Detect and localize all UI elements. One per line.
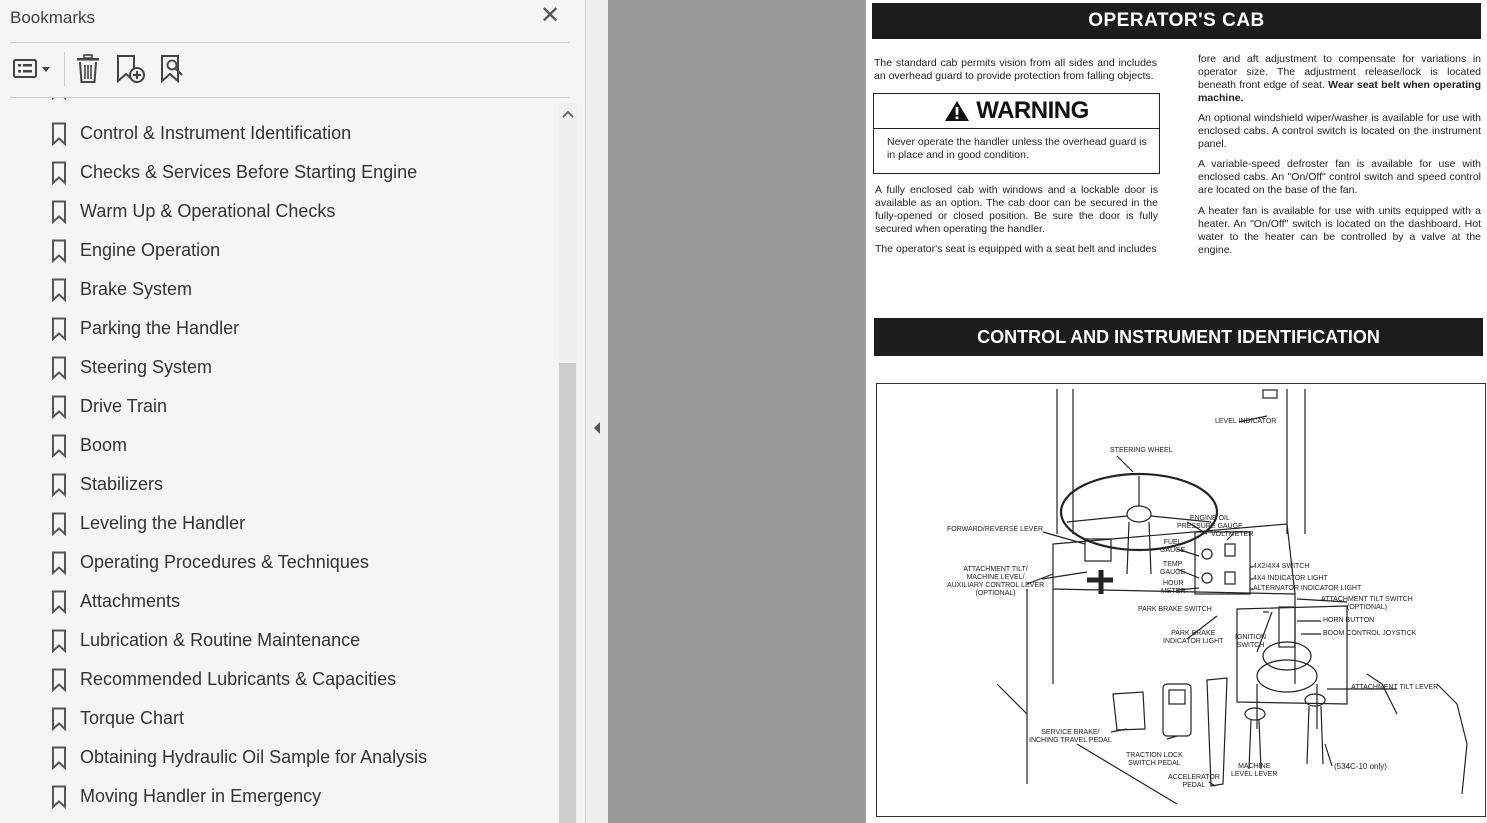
bookmark-icon bbox=[51, 161, 67, 185]
diagram-label: VOLTMETER bbox=[1211, 531, 1254, 538]
bookmark-label: Leveling the Handler bbox=[80, 513, 246, 533]
label-line: GAUGE bbox=[1160, 547, 1186, 554]
bookmark-item[interactable] bbox=[0, 115, 556, 154]
bookmark-icon bbox=[51, 785, 67, 809]
warning-text: Never operate the handler unless the overhead guard is in place and in good condition. bbox=[887, 136, 1147, 161]
collapse-panel-button[interactable] bbox=[591, 419, 603, 437]
find-bookmark-button[interactable] bbox=[155, 50, 191, 88]
bookmark-icon bbox=[51, 434, 67, 458]
bookmark-item[interactable] bbox=[0, 193, 556, 232]
diagram-label bbox=[1160, 561, 1185, 577]
label-line: ATTACHMENT TILT SWITCH bbox=[1321, 596, 1413, 603]
diagram-label bbox=[1231, 763, 1277, 779]
warning-title: WARNING bbox=[976, 97, 1089, 124]
warning-header bbox=[874, 94, 1159, 129]
diagram-label bbox=[1235, 634, 1266, 650]
label-line: MACHINE LEVEL/ bbox=[966, 574, 1025, 581]
options-menu-button[interactable] bbox=[8, 50, 54, 88]
diagram-label: PARK BRAKE SWITCH bbox=[1138, 606, 1212, 613]
bookmark-icon bbox=[51, 200, 67, 224]
bookmark-item[interactable] bbox=[0, 661, 556, 700]
bookmark-icon bbox=[51, 122, 67, 146]
warning-box bbox=[873, 93, 1160, 174]
panel-splitter[interactable] bbox=[586, 0, 608, 823]
label-line: METER bbox=[1161, 588, 1186, 595]
label-line: FUEL bbox=[1163, 539, 1182, 546]
diagram-label bbox=[1321, 596, 1413, 612]
bookmark-item[interactable] bbox=[0, 466, 556, 505]
diagram-label bbox=[1161, 580, 1186, 596]
bookmark-item[interactable] bbox=[0, 388, 556, 427]
control-diagram bbox=[876, 383, 1486, 817]
diagram-label bbox=[1126, 752, 1183, 768]
diagram-label bbox=[947, 566, 1044, 598]
diagram-label bbox=[1168, 774, 1220, 790]
bookmark-item[interactable] bbox=[0, 622, 556, 661]
label-line: SWITCH PEDAL bbox=[1128, 760, 1181, 767]
bookmark-icon bbox=[51, 473, 67, 497]
bookmark-label: Torque Chart bbox=[80, 708, 185, 728]
bookmark-icon bbox=[51, 395, 67, 419]
label-line: PEDAL bbox=[1182, 782, 1206, 789]
bookmark-icon bbox=[51, 239, 67, 263]
bookmark-icon bbox=[51, 746, 67, 770]
diagram-label: BOOM CONTROL JOYSTICK bbox=[1323, 630, 1417, 637]
label-line: INCHING TRAVEL PEDAL bbox=[1029, 737, 1112, 744]
document-viewer[interactable] bbox=[608, 0, 1487, 823]
bookmark-label: Parking the Handler bbox=[80, 318, 240, 338]
diagram-label: FORWARD/REVERSE LEVER bbox=[947, 526, 1044, 533]
toolbar-divider bbox=[64, 52, 65, 86]
label-line: LEVEL LEVER bbox=[1231, 771, 1278, 778]
paragraph-text: fore and aft adjustment to compensate for variations in operator size. The adjustment release/lock is located beneath front edge of seat. bbox=[1198, 53, 1481, 91]
bookmark-icon bbox=[51, 707, 67, 731]
label-line: IGNITION bbox=[1235, 634, 1267, 641]
new-bookmark-button[interactable] bbox=[112, 50, 148, 88]
diagram-label bbox=[1160, 539, 1185, 555]
label-line: ATTACHMENT TILT/ bbox=[963, 566, 1028, 573]
label-line: (OPTIONAL) bbox=[1346, 604, 1387, 611]
label-line: ACCELERATOR bbox=[1168, 774, 1220, 781]
label-line: TRACTION LOCK bbox=[1126, 752, 1183, 759]
paragraph: The standard cab permits vision from all sides and includes an overhead guard to provide protection from falling objects. bbox=[874, 57, 1157, 82]
paragraph: A variable-speed defroster fan is available for use with enclosed cabs. An "On/Off" control switch and speed control are located on the base of the fan. bbox=[1198, 158, 1481, 196]
diagram-label bbox=[1177, 515, 1243, 531]
paragraph: A fully enclosed cab with windows and a lockable door is available as an option. The cab door can be secured in the fully-opened or closed position. Be sure the door is fully secured when operating the handler. bbox=[875, 184, 1158, 235]
seat-belt-notice: Wear seat belt when operating machine. bbox=[1198, 79, 1482, 104]
warning-triangle-icon bbox=[944, 100, 970, 122]
bookmark-icon bbox=[51, 668, 67, 692]
paragraph: An optional windshield wiper/washer is available for use with enclosed cabs. A control switch is located on the instrument panel. bbox=[1198, 112, 1481, 150]
bookmark-item-partial[interactable] bbox=[0, 98, 556, 108]
panel-header bbox=[0, 0, 585, 34]
label-line: AUXILIARY CONTROL LEVER bbox=[947, 582, 1045, 589]
panel-title: Bookmarks bbox=[10, 8, 96, 27]
diagram-label: ALTERNATOR INDICATOR LIGHT bbox=[1253, 585, 1362, 592]
bookmarks-panel bbox=[0, 0, 586, 823]
bookmark-item[interactable] bbox=[0, 700, 556, 739]
paragraph: The operator's seat is equipped with a seat belt and includes bbox=[875, 243, 1157, 255]
section-title-control-identification: CONTROL AND INSTRUMENT IDENTIFICATION bbox=[874, 318, 1483, 356]
bookmark-label: Steering System bbox=[80, 357, 213, 377]
bookmark-label: Control & Instrument Identification bbox=[80, 123, 352, 143]
bookmark-label: Recommended Lubricants & Capacities bbox=[80, 669, 397, 689]
trash-icon bbox=[74, 54, 102, 84]
bookmark-scrollbar[interactable] bbox=[558, 103, 578, 823]
bookmark-label: Obtaining Hydraulic Oil Sample for Analysis bbox=[80, 747, 428, 767]
diagram-label: HORN BUTTON bbox=[1323, 617, 1375, 624]
bookmark-item[interactable] bbox=[0, 544, 556, 583]
chevron-up-icon bbox=[562, 110, 574, 118]
paragraph bbox=[1198, 53, 1481, 105]
label-line: SERVICE BRAKE/ bbox=[1041, 729, 1100, 736]
paragraph: A heater fan is available for use with units equipped with a heater. An "On/Off" switch is located on the dashboard. Hot water to the heater can be controlled by a valve at the engine. bbox=[1198, 205, 1481, 256]
bookmark-label: Brake System bbox=[80, 279, 193, 299]
bookmark-item[interactable] bbox=[0, 154, 556, 193]
list-options-icon bbox=[10, 56, 52, 82]
diagram-label: LEVEL INDICATOR bbox=[1215, 418, 1277, 425]
bookmark-icon bbox=[51, 551, 67, 575]
label-line: SWITCH bbox=[1236, 642, 1265, 649]
bookmark-icon bbox=[51, 629, 67, 653]
bookmark-item[interactable] bbox=[0, 310, 556, 349]
bookmark-item[interactable] bbox=[0, 778, 556, 817]
document-page bbox=[866, 0, 1487, 823]
triangle-left-icon bbox=[591, 419, 603, 437]
bookmark-item[interactable] bbox=[0, 271, 556, 310]
bookmark-icon bbox=[51, 278, 67, 302]
bookmarks-toolbar bbox=[0, 48, 585, 90]
label-line: HOUR bbox=[1162, 580, 1184, 587]
bookmark-label: Checks & Services Before Starting Engine bbox=[80, 162, 418, 182]
diagram-label: (534C-10 only) bbox=[1334, 762, 1387, 771]
bookmark-item[interactable] bbox=[0, 427, 556, 466]
label-line: (OPTIONAL) bbox=[975, 590, 1016, 597]
bookmark-item[interactable] bbox=[0, 739, 556, 778]
bookmark-icon bbox=[51, 512, 67, 536]
label-line: MACHINE bbox=[1238, 763, 1271, 770]
label-line: PARK BRAKE bbox=[1171, 630, 1216, 637]
label-line: TEMP bbox=[1162, 561, 1183, 568]
bookmark-label: Drive Train bbox=[80, 396, 168, 416]
bookmark-label: Lubrication & Routine Maintenance bbox=[80, 630, 361, 650]
find-bookmark-icon bbox=[156, 53, 190, 85]
delete-bookmark-button[interactable] bbox=[72, 50, 104, 88]
bookmark-label: Warm Up & Operational Checks bbox=[80, 201, 336, 221]
bookmark-list bbox=[0, 98, 556, 823]
bookmark-icon bbox=[51, 98, 67, 100]
label-line: ENGINE OIL bbox=[1189, 515, 1230, 522]
bookmark-label: Stabilizers bbox=[80, 474, 164, 494]
bookmark-label: Attachments bbox=[80, 591, 181, 611]
diagram-label bbox=[1029, 729, 1112, 745]
bookmark-item[interactable] bbox=[0, 505, 556, 544]
bookmark-icon bbox=[51, 356, 67, 380]
divider bbox=[10, 42, 569, 43]
section-title-operators-cab: OPERATOR'S CAB bbox=[872, 3, 1481, 39]
diagram-label: STEERING WHEEL bbox=[1110, 447, 1173, 454]
bookmark-item[interactable] bbox=[0, 232, 556, 271]
diagram-label: 4X2/4X4 SWITCH bbox=[1253, 563, 1310, 570]
bookmark-item[interactable] bbox=[0, 349, 556, 388]
add-bookmark-icon bbox=[113, 53, 147, 85]
label-line: GAUGE bbox=[1160, 569, 1186, 576]
bookmark-icon bbox=[51, 590, 67, 614]
diagram-label: ATTACHMENT TILT LEVER bbox=[1351, 684, 1439, 691]
close-panel-button[interactable]: ✕ bbox=[539, 2, 561, 29]
bookmark-label: Boom bbox=[80, 435, 128, 455]
scroll-thumb[interactable] bbox=[559, 363, 576, 823]
label-line: PRESSURE GAUGE bbox=[1177, 523, 1243, 530]
scroll-up-button[interactable] bbox=[558, 103, 578, 125]
bookmark-icon bbox=[51, 317, 67, 341]
bookmark-item[interactable] bbox=[0, 583, 556, 622]
bookmark-label: Moving Handler in Emergency bbox=[80, 786, 322, 806]
label-line: INDICATOR LIGHT bbox=[1163, 638, 1224, 645]
diagram-label: 4X4 INDICATOR LIGHT bbox=[1253, 575, 1328, 582]
bookmark-label: Operating Procedures & Techniques bbox=[80, 552, 369, 572]
bookmark-label: Engine Operation bbox=[80, 240, 221, 260]
diagram-label bbox=[1163, 630, 1223, 646]
